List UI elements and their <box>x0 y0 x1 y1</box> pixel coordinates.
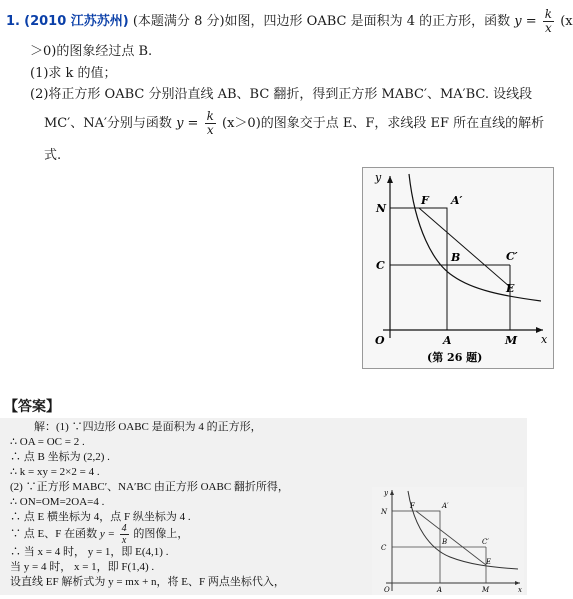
answer-line-8-a: ∵ 点 E、F 在函数 <box>10 528 98 541</box>
small-label-O: O <box>384 586 390 594</box>
main-figure-svg <box>363 168 553 368</box>
part2-function-y-eq: y = <box>176 116 199 131</box>
answer-line-2: ∴ OA = OC = 2 . <box>10 436 85 448</box>
problem-line-1 <box>6 8 573 35</box>
fraction-numerator: k <box>544 7 553 21</box>
small-label-N: N <box>381 508 388 516</box>
answer-fraction-denominator: x <box>121 535 127 546</box>
small-label-C-prime: C′ <box>482 538 489 546</box>
part2-fraction-denominator: x <box>206 123 214 137</box>
problem-part-2-line-2 <box>44 110 544 137</box>
answer-line-7: ∴ 点 E 横坐标为 4，点 F 纵坐标为 4 . <box>10 511 191 523</box>
small-label-E: E <box>486 558 492 566</box>
label-E: E <box>506 282 515 295</box>
small-label-A: A <box>437 586 443 594</box>
main-figure <box>362 167 554 369</box>
small-x-arrow <box>515 581 520 585</box>
rect-NA-prime <box>390 208 447 330</box>
answer-line-6: ∴ ON=OM=2OA=4 . <box>10 496 105 508</box>
small-label-A-prime: A′ <box>442 502 449 510</box>
label-y: y <box>375 171 382 184</box>
part2-function-fraction <box>205 110 216 137</box>
answer-heading: 【答案】 <box>4 399 60 415</box>
function-fraction <box>543 8 554 35</box>
part2-fraction-numerator: k <box>206 109 214 123</box>
label-F: F <box>421 194 429 207</box>
answer-line-5: (2) ∵正方形 MABC′、NA′BC 由正方形 OABC 翻折所得， <box>10 481 289 493</box>
problem-source: (2010 江苏苏州) <box>24 14 129 29</box>
answer-line-10: 当 y = 4 时， x = 1，即 F(1,4) . <box>10 561 155 573</box>
small-label-F: F <box>410 502 415 510</box>
answer-line-3: ∴ 点 B 坐标为 (2,2) . <box>10 451 110 463</box>
answer-figure <box>372 487 524 595</box>
answer-line-11: 设直线 EF 解析式为 y = mx + n，将 E、F 两点坐标代入， <box>10 576 285 588</box>
problem-number: 1. <box>6 14 20 29</box>
small-y-arrow <box>390 490 394 495</box>
fraction-denominator: x <box>545 21 552 35</box>
problem-line-2: ＞0)的图象经过点 B. <box>30 44 153 59</box>
label-A-prime: A′ <box>451 194 463 207</box>
answer-fraction <box>120 523 129 546</box>
answer-line-1: 解：(1) ∵四边形 OABC 是面积为 4 的正方形， <box>34 421 262 433</box>
problem-part-2-line-1: (2)将正方形 OABC 分别沿直线 AB、BC 翻折，得到正方形 MABC′、MA′BC. 设线段 <box>30 87 533 102</box>
label-C: C <box>376 259 385 272</box>
function-domain-start: (x <box>560 14 573 29</box>
problem-part-1: (1)求 k 的值； <box>30 66 117 81</box>
answer-line-9: ∴ 当 x = 4 时， y = 1，即 E(4,1) . <box>10 546 169 558</box>
line-EF <box>419 208 510 287</box>
function-y-eq: y = <box>514 14 537 29</box>
small-hyperbola <box>408 491 518 569</box>
part2-text-a: MC′、NA′分别与函数 <box>44 116 172 131</box>
answer-line-8: ∵ 点 E、F 在函数 y = $\frac{4}{x}$ 的图像上， <box>10 523 189 546</box>
small-label-M: M <box>482 586 490 594</box>
label-O: O <box>375 334 385 347</box>
small-label-C: C <box>381 544 387 552</box>
y-axis-arrow <box>387 176 393 183</box>
label-A: A <box>443 334 452 347</box>
small-label-y: y <box>384 489 388 497</box>
figure-caption: (第 26 题) <box>427 351 483 364</box>
label-x: x <box>541 333 548 346</box>
label-B: B <box>451 251 461 264</box>
problem-part-2-line-3: 式. <box>44 148 62 163</box>
label-M: M <box>505 334 518 347</box>
part2-text-b: (x＞0)的图象交于点 E、F，求线段 EF 所在直线的解析 <box>222 116 545 131</box>
label-C-prime: C′ <box>506 250 518 263</box>
problem-statement: (本题满分 8 分)如图，四边形 OABC 是面积为 4 的正方形，函数 <box>132 14 511 29</box>
answer-line-8-b: 的图像上， <box>133 528 189 541</box>
answer-line-4: ∴ k = xy = 2×2 = 4 . <box>10 466 100 478</box>
small-label-x: x <box>518 586 522 594</box>
answer-figure-svg <box>372 487 524 595</box>
small-label-B: B <box>442 538 448 546</box>
answer-fraction-numerator: 4 <box>121 523 127 534</box>
label-N: N <box>376 202 387 215</box>
